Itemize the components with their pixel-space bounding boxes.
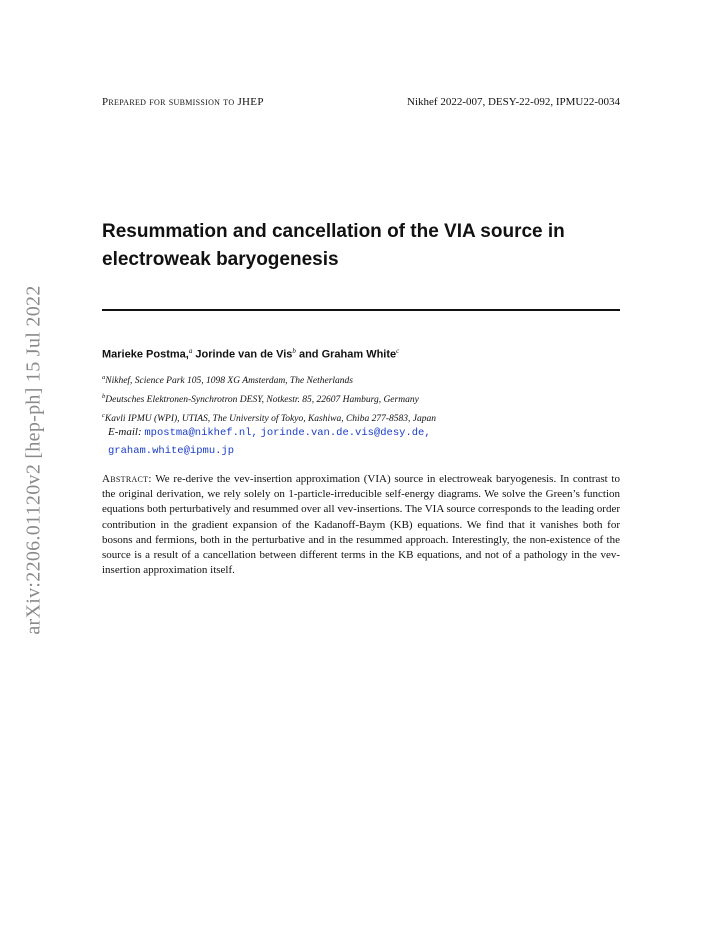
author-list <box>102 347 399 361</box>
paper-title <box>102 218 620 274</box>
affiliation-mark: a <box>102 374 106 381</box>
email-label: E-mail: <box>108 426 142 438</box>
author-name: Jorinde van de Vis <box>195 348 293 361</box>
affiliation <box>102 389 620 408</box>
affiliation <box>102 370 620 389</box>
author-name: Graham White <box>321 348 397 361</box>
affiliation-text: Kavli IPMU (WPI), UTIAS, The University of Tokyo, Kashiwa, Chiba 277-8583, Japan <box>104 414 436 425</box>
author-name: Marieke Postma, <box>102 348 189 361</box>
email-link[interactable]: graham.white@ipmu.jp <box>108 445 235 457</box>
title-line-2: electroweak baryogenesis <box>102 249 339 270</box>
email-block <box>108 424 620 460</box>
affiliation-mark: b <box>292 347 296 355</box>
report-numbers: Nikhef 2022-007, DESY-22-092, IPMU22-0034 <box>407 96 620 108</box>
abstract-label: Abstract: <box>102 473 152 485</box>
affiliation-mark: c <box>102 412 105 420</box>
affiliation-mark: a <box>188 347 193 355</box>
title-line-1: Resummation and cancellation of the VIA source in <box>102 221 565 242</box>
affiliation-mark: b <box>102 393 106 401</box>
arxiv-sidebar <box>22 255 46 665</box>
title-rule <box>102 309 620 311</box>
page-header <box>102 96 620 108</box>
affiliation-mark: c <box>396 347 400 355</box>
affiliation-list <box>102 370 620 427</box>
abstract <box>102 472 620 578</box>
arxiv-identifier[interactable]: arXiv:2206.01120v2 [hep-ph] 15 Jul 2022 <box>22 285 45 635</box>
email-link[interactable]: jorinde.van.de.vis@desy.de, <box>260 427 431 439</box>
abstract-text: We re-derive the vev-insertion approximation (VIA) source in electroweak baryogenesis. In contrast to the original derivation, we rely solely on 1-particle-irreducible self-energy diagrams. We solve the Green’s function equations both perturbatively and resummed over all vev-insertions. The VIA source corresponds to the leading order contribution in the gradient expansion of the Kadanoff-Baym (KB) equations. We find that it vanishes both for bosons and fermions, both in the perturbative and in the resummed approach. Interestingly, the non-existence of the source is a result of a cancellation between different terms in the KB equations, and not of a pathology in the vev-insertion approximation itself. <box>102 473 620 577</box>
submission-note: Prepared for submission to JHEP <box>102 96 264 108</box>
affiliation-text: Nikhef, Science Park 105, 1098 XG Amsterdam, The Netherlands <box>105 376 354 387</box>
author-conjunction: and <box>295 348 322 361</box>
affiliation-text: Deutsches Elektronen-Synchrotron DESY, Notkestr. 85, 22607 Hamburg, Germany <box>105 395 419 406</box>
email-link[interactable]: mpostma@nikhef.nl, <box>144 427 258 439</box>
